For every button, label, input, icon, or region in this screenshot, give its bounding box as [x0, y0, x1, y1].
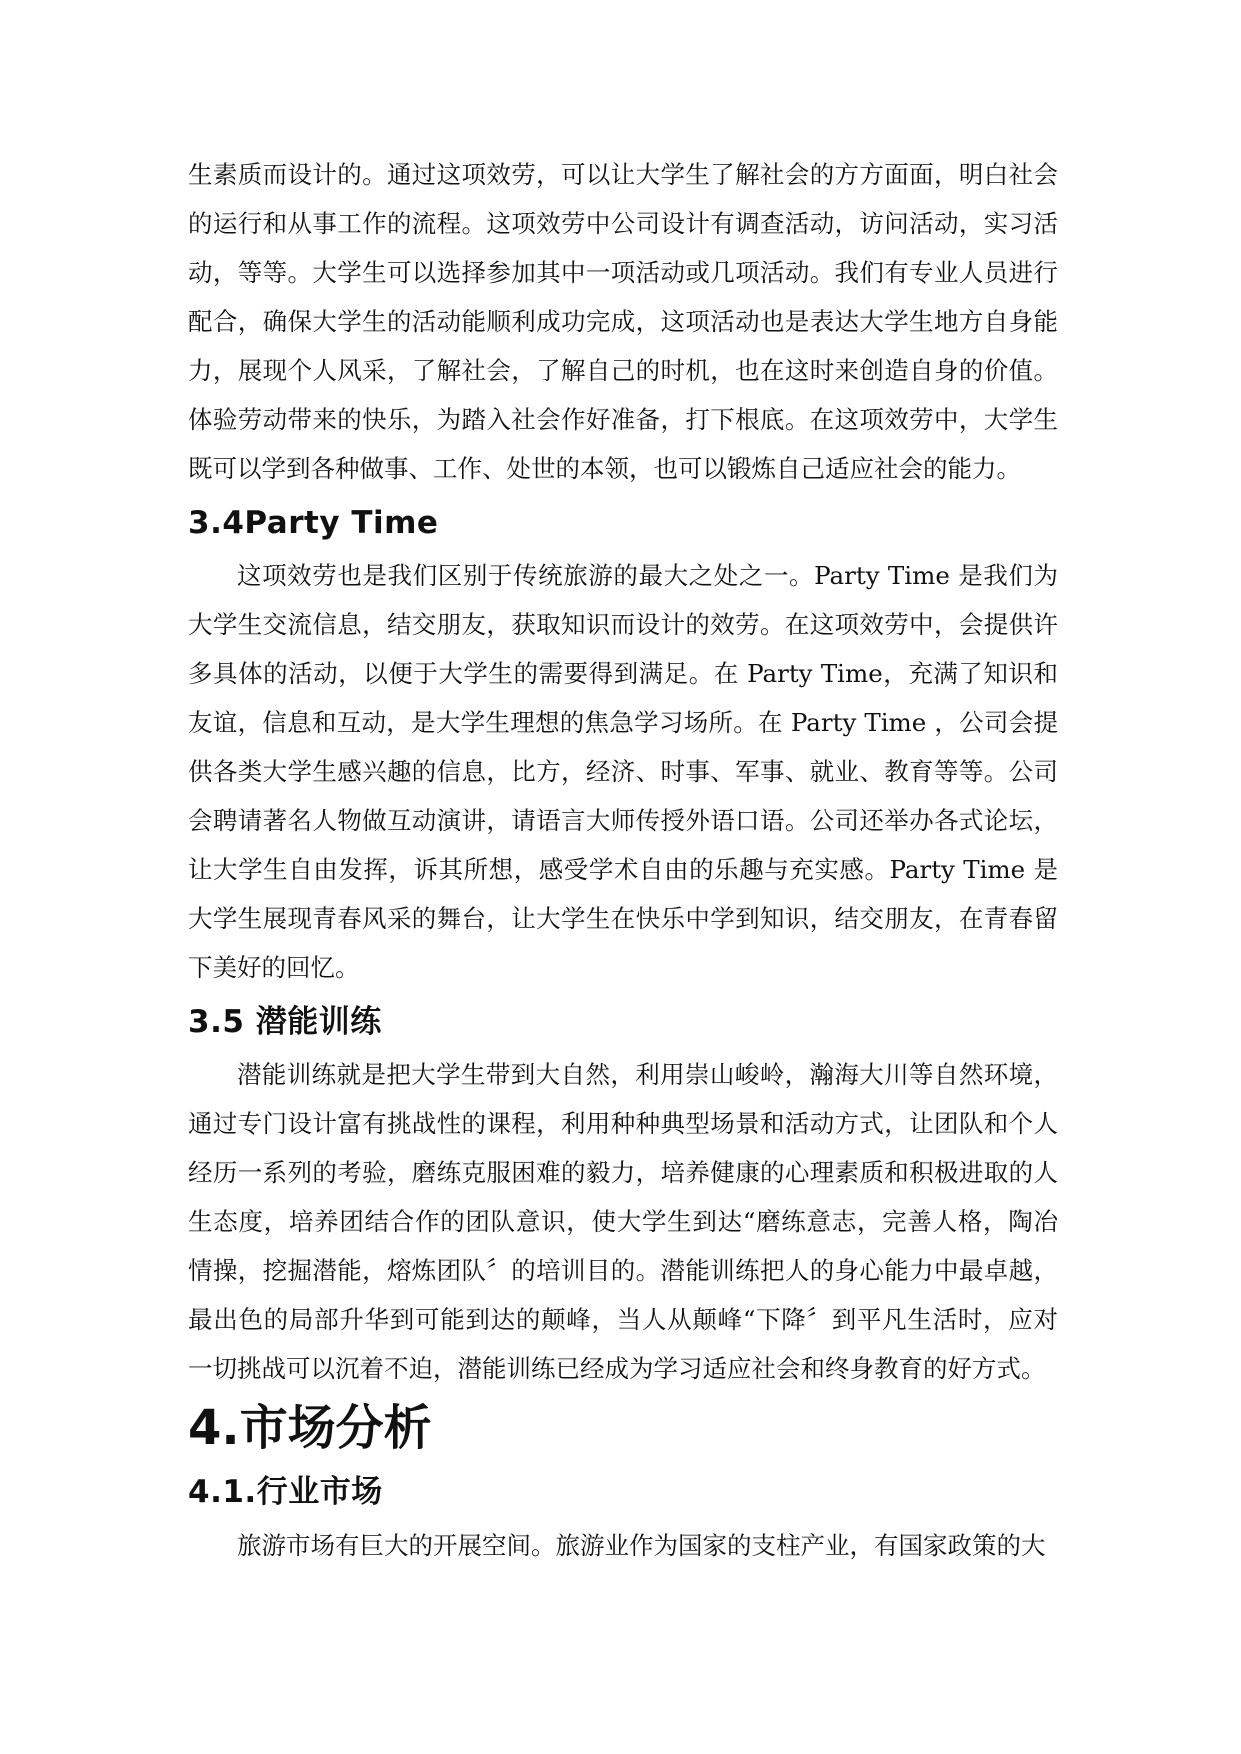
paragraph-social-practice: 生素质而设计的。通过这项效劳，可以让大学生了解社会的方方面面，明白社会的运行和从事工作的流程。这项效劳中公司设计有调查活动，访问活动，实习活动，等等。大学生可以选择参加其中一项活动或几项活动。我们有专业人员进行配合，确保大学生的活动能顺利成功完成，这项活动也是表达大学生地方自身能力，展现个人风采，了解社会，了解自己的时机，也在这时来创造自身的价值。体验劳动带来的快乐，为踏入社会作好准备，打下根底。在这项效劳中，大学生既可以学到各种做事、工作、处世的本领，也可以锻炼自己适应社会的能力。 [188, 160, 1058, 483]
heading-4-market-analysis: 4.市场分析 [188, 1400, 432, 1456]
heading-4-1-industry-market: 4.1.行业市场 [188, 1474, 383, 1510]
paragraph-party-time: 这项效劳也是我们区别于传统旅游的最大之处之一。Party Time 是我们为大学生交流信息，结交朋友，获取知识而设计的效劳。在这项效劳中，会提供许多具体的活动，以便于大学生的需要得到满足。在 Party Time，充满了知识和友谊，信息和互动，是大学生理想的焦急学习场所。在 Party Time ，公司会提供各类大学生感兴趣的信息，比方，经济、时事、军事、就业、教育等等。公司会聘请著名人物做互动演讲，请语言大师传授外语口语。公司还举办各式论坛，让大学生自由发挥，诉其所想，感受学术自由的乐趣与充实感。Party Time 是大学生展现青春风采的舞台，让大学生在快乐中学到知识，结交朋友，在青春留下美好的回忆。 [188, 561, 1058, 982]
paragraph-potential-training: 潜能训练就是把大学生带到大自然，利用崇山峻岭，瀚海大川等自然环境，通过专门设计富有挑战性的课程，利用种种典型场景和活动方式，让团队和个人经历一系列的考验，磨练克服困难的毅力，培养健康的心理素质和积极进取的人生态度，培养团结合作的团队意识，使大学生到达“磨练意志，完善人格，陶冶情操，挖掘潜能，熔炼团队〞的培训目的。潜能训练把人的身心能力中最卓越，最出色的局部升华到可能到达的颠峰，当人从颠峰“下降〞到平凡生活时，应对一切挑战可以沉着不迫，潜能训练已经成为学习适应社会和终身教育的好方式。 [188, 1060, 1058, 1383]
paragraph-industry-market: 旅游市场有巨大的开展空间。旅游业作为国家的支柱产业，有国家政策的大 [237, 1531, 1046, 1560]
heading-3-4-party-time: 3.4Party Time [188, 505, 439, 541]
document-page [188, 150, 1058, 1570]
heading-3-5-potential-training: 3.5 潜能训练 [188, 1004, 382, 1040]
